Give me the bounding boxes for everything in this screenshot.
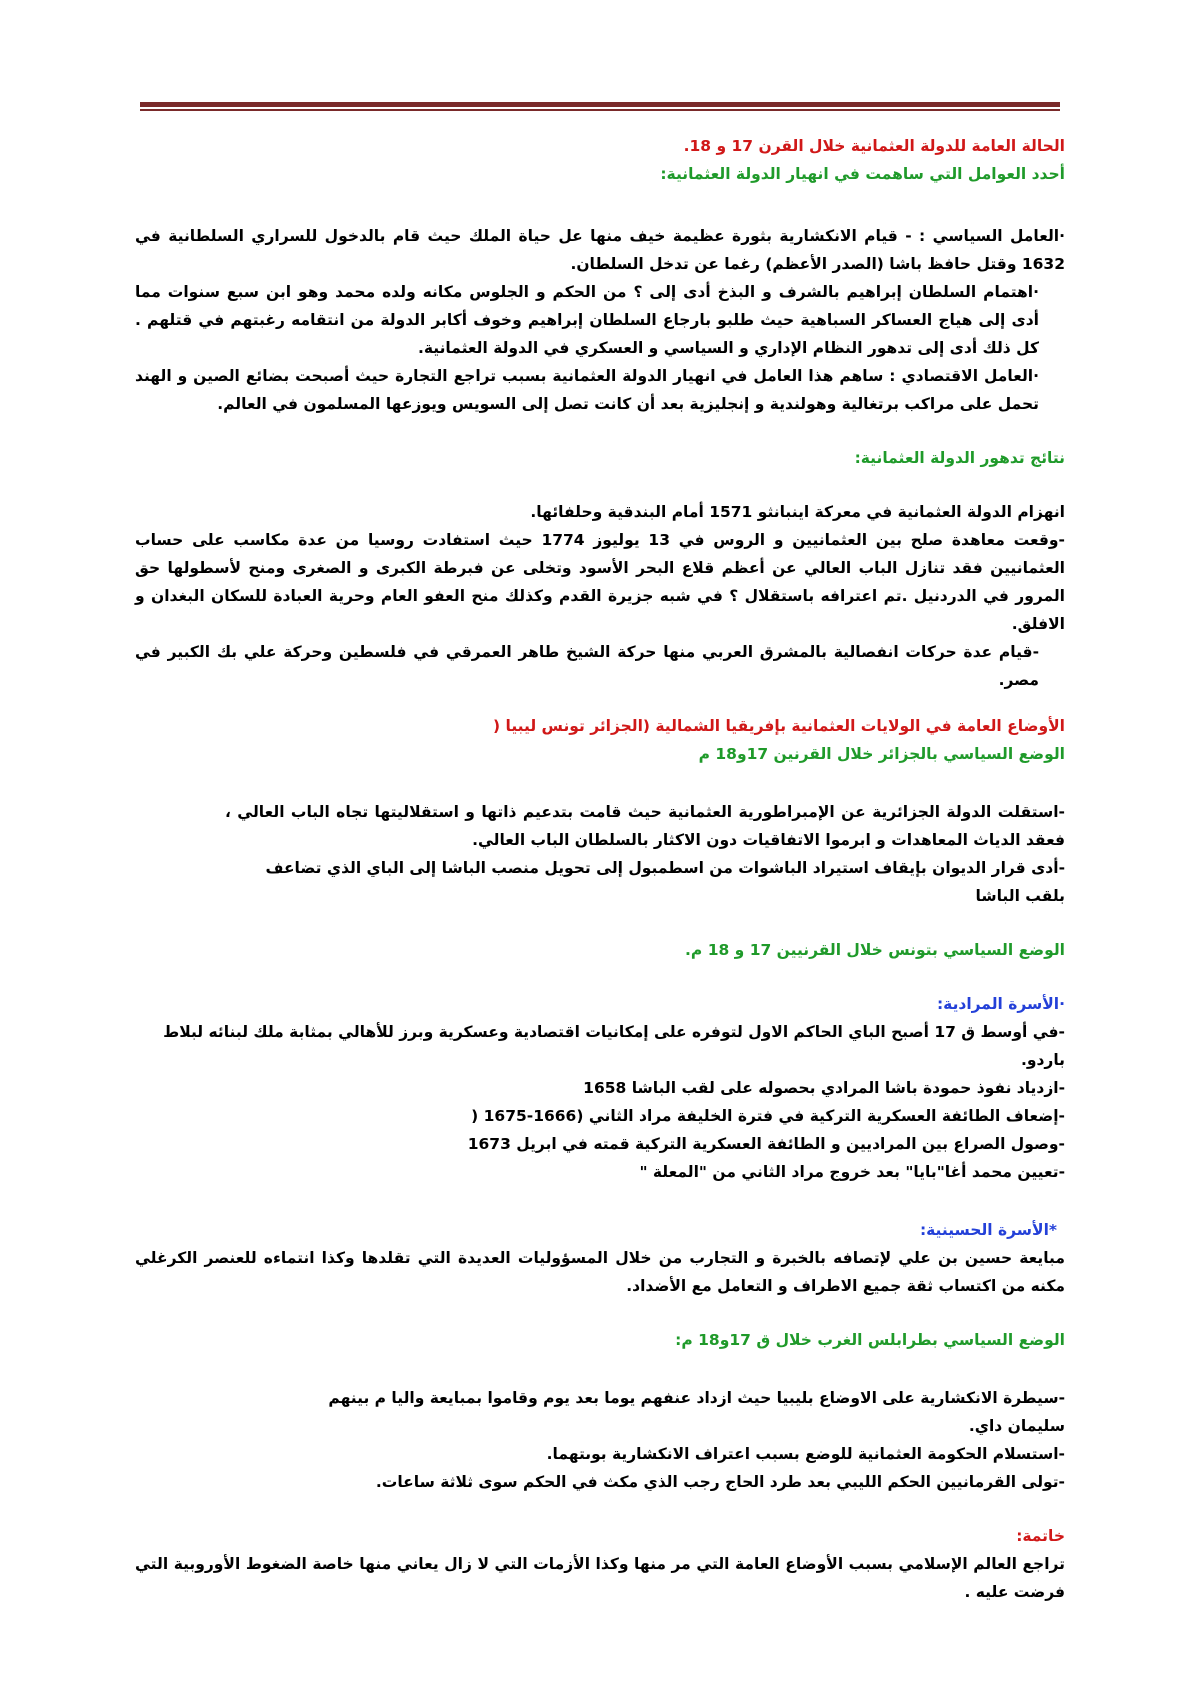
algeria-paragraph: -أدى قرار الديوان بإيقاف استيراد الباشوات من اسطمبول إلى تحويل منصب الباشا إلى الباي الذي تضاعف بلقب الباشا: [265, 859, 1065, 905]
result-paragraph: -وقعت معاهدة صلح بين العثمانيين و الروس في 13 يوليوز 1774 حيث استفادت روسيا من عدة مكاسب على حساب العثمانيين فقد تنازل الباب العالي عن أعظم قلاع البحر الأسود وتخلى عن فبرطة الكبرى و الصغرى ومنح لأسطولها حق المرور في الدردنيل .تم اعترافه باستقلال ؟ في شبه جزيرة القدم وكذلك منح العفو العام وحرية العبادة للسكان البغدان و الافلق.: [135, 531, 1065, 633]
conclusion-heading: خاتمة:: [1016, 1527, 1065, 1545]
conclusion-paragraph: تراجع العالم الإسلامي بسبب الأوضاع العامة التي مر منها وكذا الأزمات التي لا زال يعاني منها خاصة الضغوط الأوروبية التي فرضت عليه .: [135, 1555, 1065, 1601]
north-africa-heading: الأوضاع العامة في الولايات العثمانية بإفريقيا الشمالية (الجزائر تونس ليبيا (: [493, 717, 1065, 735]
muradi-heading: ·الأسرة المرادية:: [936, 995, 1065, 1013]
muradi-item: -في أوسط ق 17 أصبح الباي الحاكم الاول لتوفره على إمكانيات اقتصادية وعسكرية وبرز للأهالي بمثابة ملك لبنائه لبلاط باردو.: [163, 1023, 1065, 1069]
factor-paragraph: ·العامل الاقتصادي : ساهم هذا العامل في انهيار الدولة العثمانية بسبب تراجع التجارة حيث أصبحت بضائع الصين و الهند تحمل على مراكب برتغالية وهولندية و إنجليزية بعد أن كانت تصل إلى السويس ويوزعها المسلمون في العالم.: [135, 367, 1039, 413]
libya-item: -استسلام الحكومة العثمانية للوضع بسبب اعتراف الانكشارية بوىتهما.: [546, 1445, 1065, 1463]
header-rule: [140, 102, 1060, 107]
factor-paragraph: ·العامل السياسي : - قيام الانكشارية بثورة عظيمة خيف منها عل حياة الملك حيث قام بالدخول للسراري السلطانية في 1632 وقتل حافظ باشا (الصدر الأعظم) رغما عن تدخل السلطان.: [135, 227, 1065, 273]
algeria-heading: الوضع السياسي بالجزائر خلال القرنين 17و18 م: [698, 745, 1065, 763]
muradi-item: -وصول الصراع بين المراديين و الطائفة العسكرية التركية قمته في ابريل 1673: [467, 1135, 1065, 1153]
results-heading: نتائج تدهور الدولة العثمانية:: [854, 449, 1065, 467]
result-paragraph: انهزام الدولة العثمانية في معركة اينبانثو 1571 أمام البندقية وحلفائها.: [530, 503, 1065, 521]
result-paragraph: -قيام عدة حركات انفصالية بالمشرق العربي منها حركة الشيخ طاهر العمرقي في فلسطين وحركة علي بك الكبير في مصر.: [135, 643, 1039, 689]
factor-paragraph: ·اهتمام السلطان إبراهيم بالشرف و البذخ أدى إلى ؟ من الحكم و الجلوس مكانه ولده محمد وهو ابن سبع سنوات مما أدى إلى هياج العساكر السباهية حيث طلبو بارجاع السلطان إبراهيم وخوف أكابر الدولة من انتقامه رغبتهم في قتلهم . كل ذلك أدى إلى تدهور النظام الإداري و السياسي و العسكري في الدولة العثمانية.: [135, 283, 1039, 357]
libya-heading: الوضع السياسي بطرابلس الغرب خلال ق 17و18 م:: [675, 1331, 1065, 1349]
muradi-item: -إضعاف الطائفة العسكرية التركية في فترة الخليفة مراد الثاني (1666-1675 (: [471, 1107, 1065, 1125]
husaini-paragraph: مبايعة حسين بن علي لإتصافه بالخبرة و التجارب من خلال المسؤوليات العديدة التي تقلدها وكذا انتماءه للعنصر الكرغلي مكنه من اكتساب ثقة جميع الاطراف و التعامل مع الأضداد.: [135, 1249, 1065, 1295]
muradi-item: -تعيين محمد أغا"بايا" بعد خروج مراد الثاني من "المعلة ": [639, 1163, 1065, 1181]
factors-heading: أحدد العوامل التي ساهمت في انهيار الدولة العثمانية:: [660, 165, 1065, 183]
libya-item: -سيطرة الانكشارية على الاوضاع بليبيا حيث ازداد عنفهم يوما بعد يوم وقاموا بمبايعة واليا م بينهم سليمان داي.: [328, 1389, 1065, 1435]
muradi-item: -ازدياد نفوذ حمودة باشا المرادي بحصوله على لقب الباشا 1658: [583, 1079, 1065, 1097]
document-body: [135, 132, 1065, 1606]
algeria-paragraph: -استقلت الدولة الجزائرية عن الإمبراطورية العثمانية حيث قامت بتدعيم ذاتها و استقلاليتها تجاه الباب العالي ، فعقد الدياث المعاهدات و ابرموا الاتفاقيات دون الاكثار بالسلطان الباب العالي.: [225, 803, 1065, 849]
husaini-heading: *الأسرة الحسينية:: [919, 1221, 1057, 1239]
tunisia-heading: الوضع السياسي بتونس خلال القرنيين 17 و 18 م.: [685, 941, 1065, 959]
main-title: الحالة العامة للدولة العثمانية خلال القرن 17 و 18.: [683, 137, 1065, 155]
libya-item: -تولى القرمانيين الحكم الليبي بعد طرد الحاج رجب الذي مكث في الحكم سوى ثلاثة ساعات.: [375, 1473, 1065, 1491]
header-rule-thin: [140, 109, 1060, 111]
